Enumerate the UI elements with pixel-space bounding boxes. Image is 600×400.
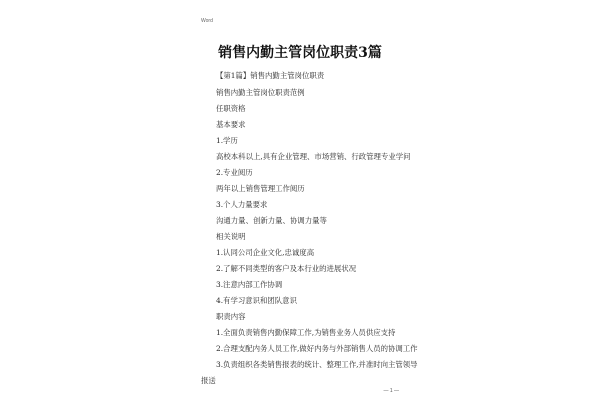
paragraph-line: 相关说明 [216, 232, 246, 241]
paragraph-line: 3.个人力量要求 [216, 200, 268, 209]
paragraph-line: 3.负责组织各类销售报表的统计、整理工作,并准时向主管领导 [216, 360, 418, 369]
paragraph-line: 4.有学习意识和团队意识 [216, 296, 297, 305]
paragraph-line: 1.认同公司企业文化,忠诚度高 [216, 248, 315, 257]
paragraph-line: 1.学历 [216, 136, 238, 145]
paragraph-wrap-line: 报送 [201, 376, 216, 385]
paragraph-line: 3.注意内部工作协调 [216, 280, 283, 289]
paragraph-line: 两年以上销售管理工作阅历 [216, 184, 305, 193]
paragraph-line: 基本要求 [216, 120, 246, 129]
paragraph-line: 销售内勤主管岗位职责范例 [216, 88, 305, 97]
app-label: Word [201, 18, 213, 24]
section-heading: 【第1篇】销售内勤主管岗位职责 [216, 71, 325, 80]
paragraph-line: 职责内容 [216, 312, 246, 321]
page-number: — 1 — [383, 388, 399, 394]
paragraph-line: 2.合理支配内务人员工作,做好内务与外部销售人员的协调工作 [216, 344, 418, 353]
paragraph-line: 沟通力量、创新力量、协调力量等 [216, 216, 327, 225]
paragraph-line: 2.了解不同类型的客户及本行业的进展状况 [216, 264, 357, 273]
paragraph-line: 任职资格 [216, 104, 246, 113]
paragraph-line: 2.专业阅历 [216, 168, 253, 177]
paragraph-line: 1.全面负责销售内勤保障工作,为销售业务人员供应支持 [216, 328, 396, 337]
paragraph-line: 高校本科以上,具有企业管理、市场营销、行政管理专业学问 [216, 152, 411, 161]
document-title: 销售内勤主管岗位职责3篇 [218, 45, 382, 61]
